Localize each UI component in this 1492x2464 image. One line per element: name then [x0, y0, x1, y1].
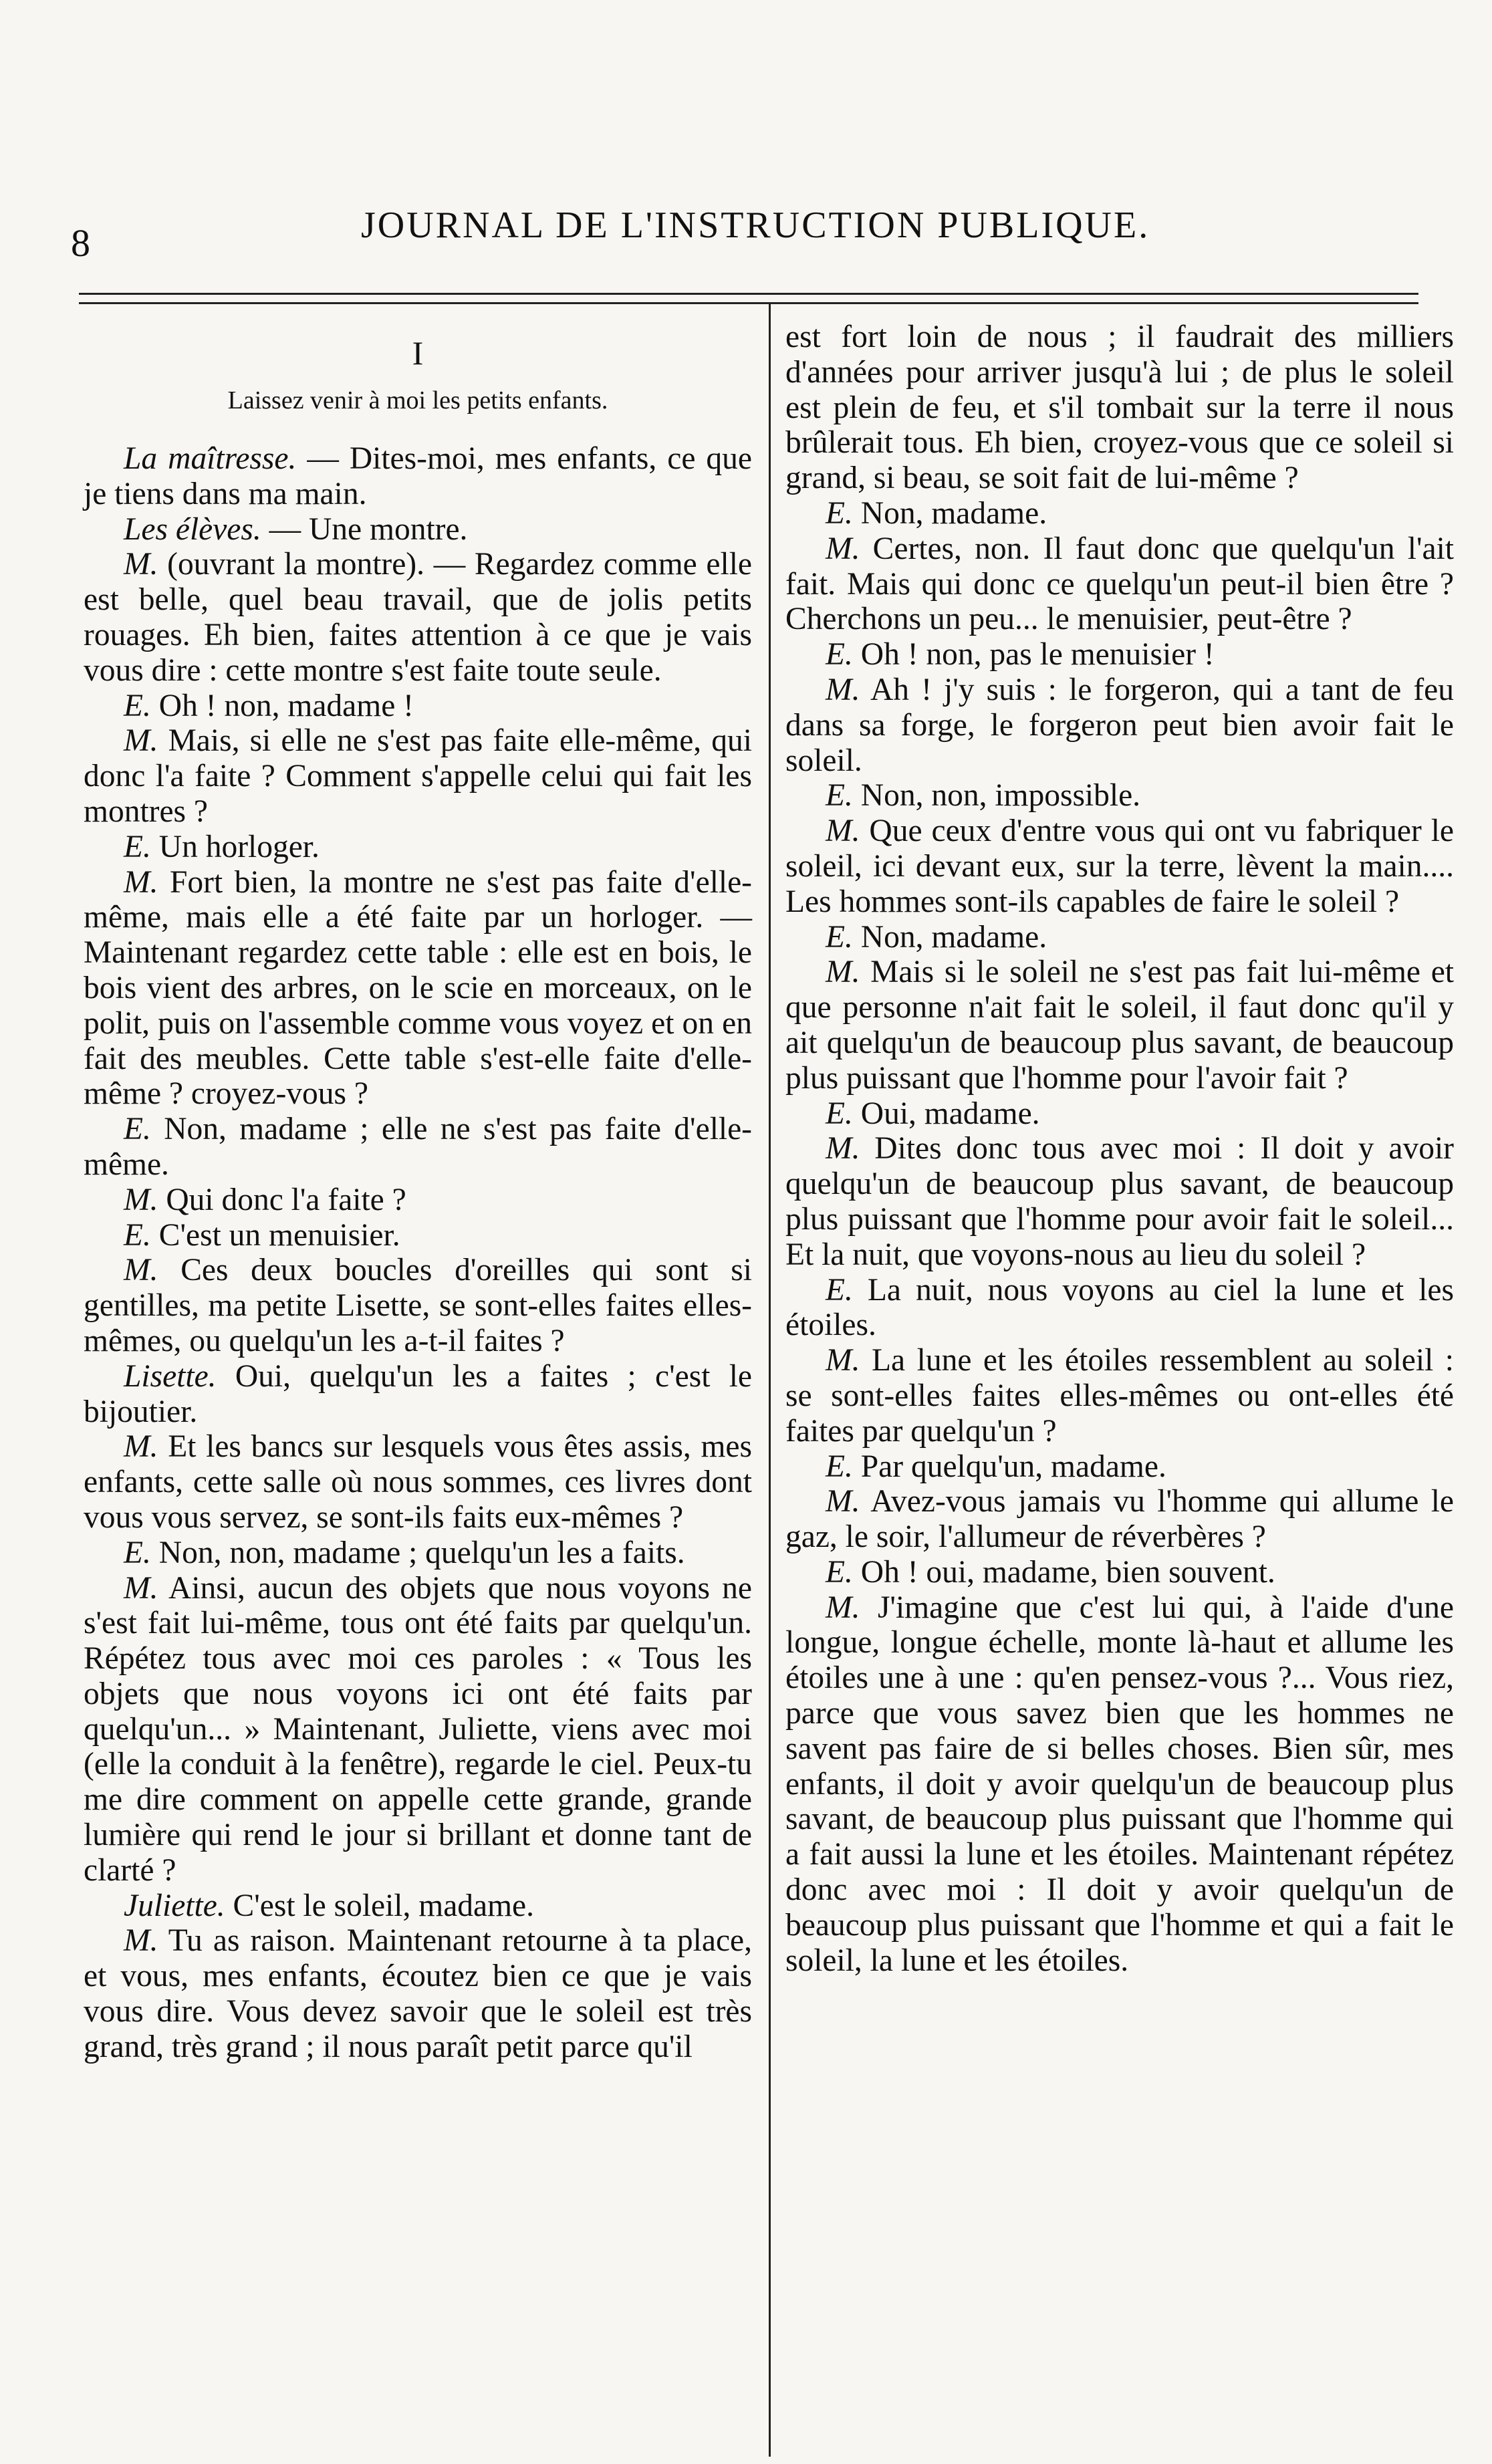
dialogue-paragraph — [84, 1112, 752, 1183]
dialogue-text: Non, madame. — [852, 495, 1047, 531]
left-column — [84, 320, 752, 2065]
dialogue-text: Oh ! non, pas le menuisier ! — [852, 637, 1215, 672]
dialogue-paragraph — [785, 672, 1454, 778]
dialogue-text: Par quelqu'un, madame. — [852, 1449, 1166, 1484]
dialogue-paragraph — [785, 1449, 1454, 1485]
dialogue-text: La lune et les étoiles ressemblent au soleil : se sont-elles faites elles-mêmes ou ont-elles été faites par quelqu'un ? — [785, 1343, 1454, 1449]
dialogue-paragraph — [785, 778, 1454, 814]
dialogue-paragraph — [785, 1096, 1454, 1132]
dialogue-text: Ces deux boucles d'oreilles qui sont si gentilles, ma petite Lisette, se sont-elles faites elles-mêmes, ou quelqu'un les a-t-il faites ? — [84, 1253, 752, 1358]
right-column — [785, 320, 1454, 1978]
dialogue-paragraph — [785, 1131, 1454, 1272]
dialogue-text: Et les bancs sur lesquels vous êtes assis, mes enfants, cette salle où nous sommes, ces livres dont vous vous servez, se sont-ils faits eux-mêmes ? — [84, 1429, 752, 1535]
dialogue-text: Tu as raison. Maintenant retourne à ta place, et vous, mes enfants, écoutez bien ce que je vais vous dire. Vous devez savoir que le soleil est très grand, très grand ; il nous paraît petit parce qu'il — [84, 1923, 752, 2064]
speaker-label: M. — [124, 1182, 158, 1217]
dialogue-text: Dites donc tous avec moi : Il doit y avoir quelqu'un de beaucoup plus savant, de beaucoup plus puissant que l'homme pour avoir fait le soleil... Et la nuit, que voyons-nous au lieu du soleil ? — [785, 1131, 1454, 1272]
dialogue-paragraph — [785, 920, 1454, 955]
dialogue-text: — Dites-moi, mes enfants, ce que je tiens dans ma main. — [84, 441, 753, 511]
dialogue-text: Oh ! non, madame ! — [150, 688, 414, 723]
dialogue-text: Non, non, impossible. — [852, 778, 1141, 814]
speaker-label: M. — [124, 547, 158, 582]
dialogue-paragraph — [84, 1535, 752, 1571]
dialogue-paragraph — [785, 531, 1454, 637]
speaker-label: E. — [826, 495, 853, 531]
dialogue-text: Fort bien, la montre ne s'est pas faite d'elle-même, mais elle a été faite par un horloger. — Maintenant regardez cette table : elle est en bois, le bois vient des arbres, on le scie en morceaux, on le polit, puis on l'assemble comme vous voyez et on en fait des meubles. Cette table s'est-elle faite d'elle-même ? croyez-vous ? — [84, 864, 752, 1112]
dialogue-paragraph — [84, 1429, 752, 1535]
speaker-label: E. — [826, 1554, 853, 1590]
speaker-label: E. — [826, 778, 853, 814]
speaker-label: E. — [826, 1449, 853, 1484]
speaker-label: M. — [124, 864, 158, 900]
speaker-label: E. — [124, 688, 151, 723]
dialogue-text: (ouvrant la montre). — Regardez comme elle est belle, quel beau travail, que de jolis petits rouages. Eh bien, faites attention à ce que je vais vous dire : cette montre s'est faite toute seule. — [84, 547, 752, 688]
dialogue-text: est fort loin de nous ; il faudrait des milliers d'années pour arriver jusqu'à lui ; de plus le soleil est plein de feu, et s'il tombait sur la terre il nous brûlerait tous. Eh bien, croyez-vous que ce soleil si grand, si beau, se soit fait de lui-même ? — [785, 320, 1454, 496]
speaker-label: E. — [826, 1272, 853, 1308]
dialogue-text: Non, madame. — [852, 919, 1047, 955]
speaker-label: M. — [826, 1131, 860, 1166]
speaker-label: Lisette. — [124, 1358, 217, 1394]
dialogue-text: Certes, non. Il faut donc que quelqu'un l'ait fait. Mais qui donc ce quelqu'un peut-il bien être ? Cherchons un peu... le menuisier, peut-être ? — [785, 531, 1454, 637]
dialogue-paragraph — [84, 723, 752, 829]
dialogue-paragraph — [785, 496, 1454, 531]
dialogue-text: Oh ! oui, madame, bien souvent. — [852, 1554, 1275, 1590]
speaker-label: M. — [124, 1923, 158, 1959]
dialogue-text: Un horloger. — [150, 829, 320, 864]
dialogue-paragraph — [84, 1888, 752, 1924]
speaker-label: E. — [124, 1217, 151, 1253]
dialogue-text: La nuit, nous voyons au ciel la lune et les étoiles. — [785, 1272, 1454, 1343]
speaker-label: M. — [124, 1253, 158, 1288]
dialogue-text: Non, non, madame ; quelqu'un les a faits. — [150, 1535, 685, 1570]
dialogue-text: Mais si le soleil ne s'est pas fait lui-même et que personne n'ait fait le soleil, il faut donc qu'il y ait quelqu'un de beaucoup plus savant, de beaucoup plus puissant que l'homme pour l'avoir fait ? — [785, 955, 1454, 1096]
dialogue-paragraph — [84, 865, 752, 1112]
dialogue-paragraph — [785, 1590, 1454, 1979]
dialogue-paragraph — [785, 955, 1454, 1096]
dialogue-paragraph — [785, 814, 1454, 919]
dialogue-paragraph — [785, 1484, 1454, 1555]
page-number: 8 — [71, 221, 90, 265]
dialogue-text: J'imagine que c'est lui qui, à l'aide d'une longue, longue échelle, monte là-haut et allume les étoiles une à une : qu'en pensez-vous ?... Vous riez, parce que vous savez bien que les hommes ne savent pas faire de si belles choses. Bien sûr, mes enfants, il doit y avoir quelqu'un de beaucoup plus savant, de beaucoup plus puissant que l'homme qui a fait aussi la lune et les étoiles. Maintenant répétez donc avec moi : Il doit y avoir quelqu'un de beaucoup plus puissant que l'homme et qui a fait le soleil, la lune et les étoiles. — [785, 1590, 1454, 1978]
header-rule-bottom — [79, 302, 1418, 304]
speaker-label: E. — [826, 1096, 853, 1131]
dialogue-text: Non, madame ; elle ne s'est pas faite d'elle-même. — [84, 1112, 752, 1182]
dialogue-paragraph — [84, 830, 752, 865]
dialogue-paragraph — [785, 1343, 1454, 1449]
column-divider — [769, 304, 771, 2457]
dialogue-paragraph — [84, 689, 752, 724]
dialogue-paragraph — [84, 1183, 752, 1218]
speaker-label: M. — [826, 531, 860, 566]
dialogue-text: Qui donc l'a faite ? — [158, 1182, 406, 1217]
running-head: JOURNAL DE L'INSTRUCTION PUBLIQUE. — [361, 205, 1150, 246]
section-epigraph: Laissez venir à moi les petits enfants. — [227, 386, 608, 414]
speaker-label: E. — [124, 829, 151, 864]
dialogue-text: Ah ! j'y suis : le forgeron, qui a tant de feu dans sa forge, le forgeron peut bien avoir fait le soleil. — [785, 672, 1454, 778]
dialogue-text: C'est le soleil, madame. — [225, 1888, 535, 1923]
speaker-label: E. — [124, 1535, 151, 1570]
section-numeral: I — [412, 334, 424, 372]
speaker-label: E. — [826, 919, 853, 955]
dialogue-paragraph — [84, 441, 752, 512]
dialogue-paragraph — [785, 1555, 1454, 1590]
speaker-label: M. — [826, 1484, 860, 1519]
speaker-label: M. — [826, 1343, 860, 1378]
speaker-label: M. — [124, 723, 158, 759]
speaker-label: M. — [826, 814, 860, 849]
speaker-label: E. — [826, 637, 853, 672]
dialogue-paragraph — [84, 547, 752, 688]
dialogue-text: — Une montre. — [261, 511, 468, 547]
dialogue-paragraph — [785, 637, 1454, 672]
speaker-label: M. — [124, 1429, 158, 1465]
speaker-label: La maîtresse. — [124, 441, 297, 476]
dialogue-paragraph — [84, 1218, 752, 1253]
speaker-label: E. — [124, 1112, 151, 1147]
speaker-label: M. — [826, 672, 860, 707]
dialogue-paragraph — [84, 1923, 752, 2064]
dialogue-text: Avez-vous jamais vu l'homme qui allume le gaz, le soir, l'allumeur de réverbères ? — [785, 1484, 1454, 1555]
dialogue-paragraph — [785, 1273, 1454, 1344]
dialogue-paragraph — [785, 320, 1454, 496]
dialogue-text: Oui, madame. — [852, 1096, 1040, 1131]
speaker-label: Juliette. — [124, 1888, 225, 1923]
speaker-label: M. — [826, 955, 860, 990]
dialogue-text: Ainsi, aucun des objets que nous voyons ne s'est fait lui-même, tous ont été faits par quelqu'un. Répétez tous avec moi ces paroles : « Tous les objets que nous voyons ici ont été faits par quelqu'un... » Maintenant, Juliette, viens avec moi (elle la conduit à la fenêtre), regarde le ciel. Peux-tu me dire comment on appelle cette grande, grande lumière qui rend le jour si brillant et donne tant de clarté ? — [84, 1570, 752, 1888]
dialogue-paragraph — [84, 512, 752, 547]
speaker-label: M. — [826, 1590, 860, 1625]
speaker-label: M. — [124, 1570, 158, 1606]
dialogue-text: Que ceux d'entre vous qui ont vu fabriquer le soleil, ici devant eux, sur la terre, lèvent la main.... Les hommes sont-ils capables de faire le soleil ? — [785, 814, 1454, 919]
speaker-label: Les élèves. — [124, 511, 261, 547]
dialogue-text: Oui, quelqu'un les a faites ; c'est le bijoutier. — [84, 1358, 752, 1429]
header-rule-top — [79, 293, 1418, 295]
dialogue-text: Mais, si elle ne s'est pas faite elle-même, qui donc l'a faite ? Comment s'appelle celui qui fait les montres ? — [84, 723, 752, 829]
dialogue-text: C'est un menuisier. — [150, 1217, 400, 1253]
dialogue-paragraph — [84, 1359, 752, 1430]
dialogue-paragraph — [84, 1253, 752, 1358]
dialogue-paragraph — [84, 1571, 752, 1888]
